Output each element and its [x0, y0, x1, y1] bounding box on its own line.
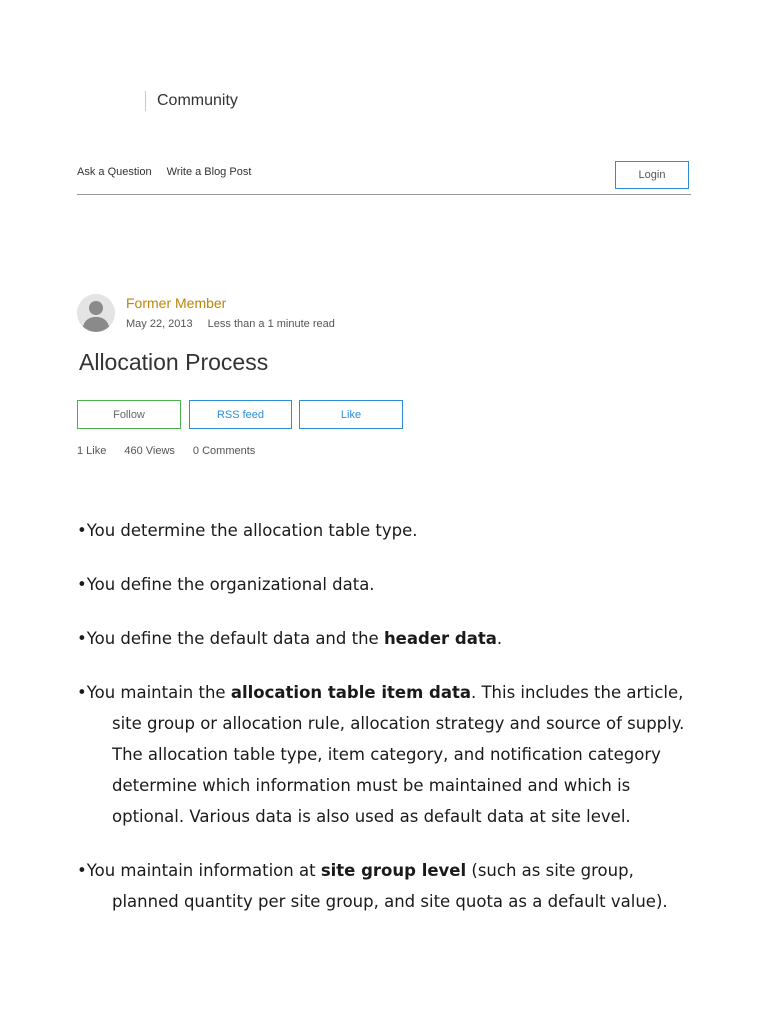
post-body [77, 515, 687, 940]
community-brand[interactable]: Community [145, 91, 238, 111]
ask-question-link[interactable]: Ask a Question [77, 166, 152, 178]
nav-divider [77, 194, 691, 195]
author-name-link[interactable]: Former Member [126, 295, 227, 311]
body-paragraph [77, 515, 687, 546]
follow-button[interactable]: Follow [77, 400, 181, 429]
paragraph-text: •You determine the allocation table type. [77, 521, 418, 540]
comments-count[interactable]: 0 Comments [192, 445, 256, 457]
paragraph-text: •You maintain the [77, 683, 231, 702]
paragraph-text: . [496, 629, 503, 648]
paragraph-text: (such as site group, planned quantity per site group, and site quota as a default value). [112, 861, 668, 911]
write-blog-post-link[interactable]: Write a Blog Post [166, 166, 252, 178]
bold-term: site group level [320, 861, 467, 880]
top-nav [77, 166, 251, 178]
post-stats [77, 445, 255, 457]
read-time: Less than a 1 minute read [207, 318, 335, 330]
body-paragraph [77, 569, 687, 600]
paragraph-text: •You define the organizational data. [77, 575, 375, 594]
login-button[interactable]: Login [615, 161, 689, 189]
bold-term: allocation table item data [230, 683, 471, 702]
paragraph-text: . This includes the article, site group or allocation rule, allocation strategy and source of supply. The allocation table type, item category, and notification category determine which information must be maintained and which is optional. Various data is also used as default data at site level. [112, 683, 685, 826]
post-date: May 22, 2013 [126, 318, 193, 330]
views-count: 460 Views [124, 445, 175, 457]
likes-count: 1 Like [77, 445, 107, 457]
paragraph-text: •You define the default data and the [77, 629, 384, 648]
body-paragraph [77, 677, 687, 832]
body-paragraph [77, 855, 687, 917]
paragraph-text: •You maintain information at [77, 861, 321, 880]
post-meta [126, 318, 335, 330]
page-title: Allocation Process [79, 349, 269, 375]
bold-term: header data [383, 629, 497, 648]
like-button[interactable]: Like [299, 400, 403, 429]
rss-feed-button[interactable]: RSS feed [189, 400, 292, 429]
avatar[interactable] [77, 294, 115, 332]
body-paragraph [77, 623, 687, 654]
user-silhouette-icon [77, 294, 115, 332]
